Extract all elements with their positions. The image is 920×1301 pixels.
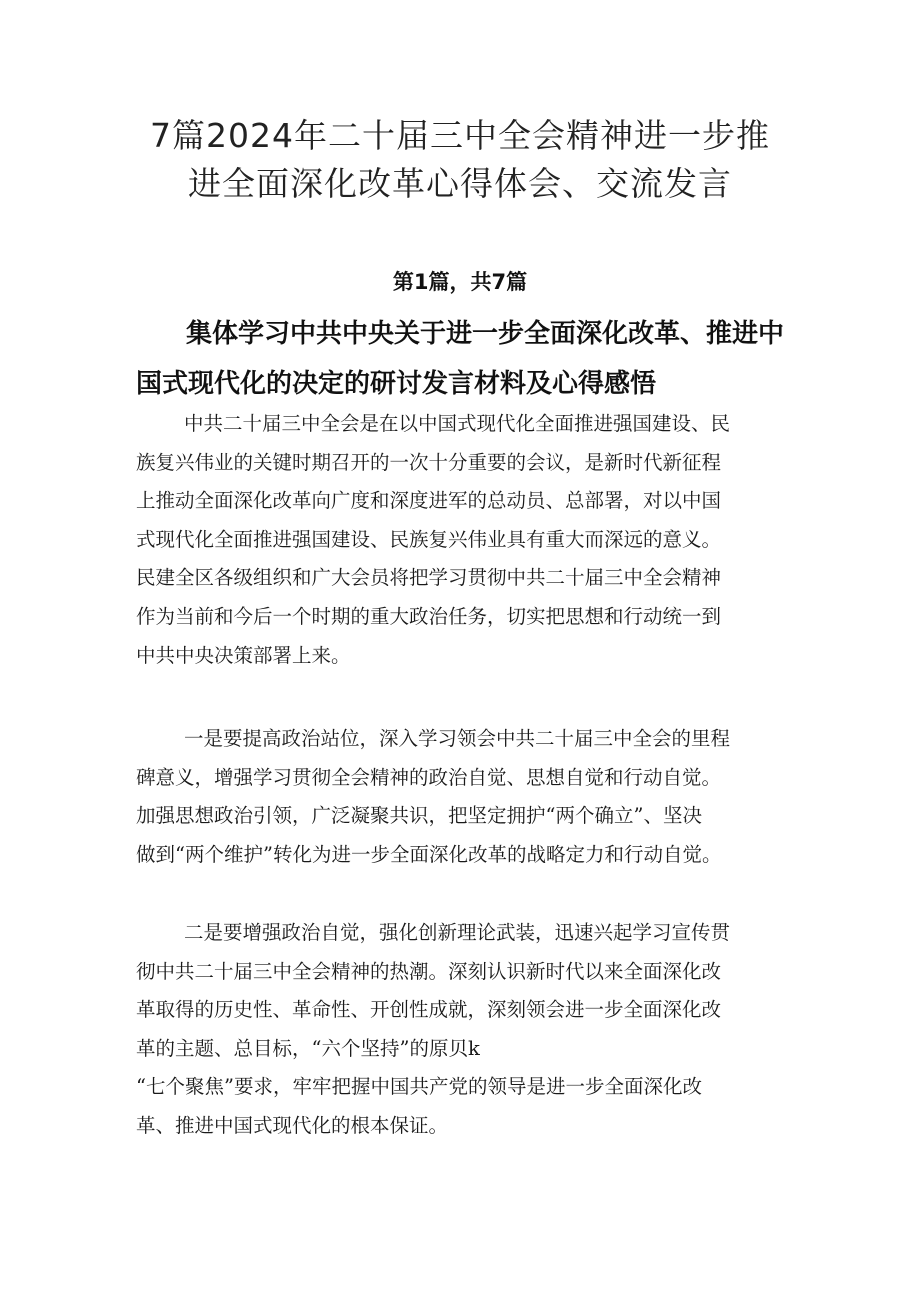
paragraph-line: 碑意义，增强学习贯彻全会精神的政治自觉、思想自觉和行动自觉。 xyxy=(136,765,722,789)
paragraph-line: 做到“两个维护”转化为进一步全面深化改革的战略定力和行动自觉。 xyxy=(136,842,722,866)
part-label: 第1篇，共7篇 xyxy=(392,270,528,294)
paragraph-line: 族复兴伟业的关键时期召开的一次十分重要的会议，是新时代新征程 xyxy=(136,450,722,474)
paragraph-line: “七个聚焦”要求，牢牢把握中国共产党的领导是进一步全面深化改 xyxy=(136,1075,702,1099)
paragraph-line: 革、推进中国式现代化的根本保证。 xyxy=(136,1113,449,1137)
paragraph-line: 式现代化全面推进强国建设、民族复兴伟业具有重大而深远的意义。 xyxy=(136,527,722,551)
article-title-line: 国式现代化的决定的研讨发言材料及心得感悟 xyxy=(136,369,657,399)
paragraph-line: 革取得的历史性、革命性、开创性成就，深刻领会进一步全面深化改 xyxy=(136,998,722,1022)
paragraph-line: 革的主题、总目标，“六个坚持”的原贝k xyxy=(136,1036,480,1060)
document-title xyxy=(100,112,820,208)
paragraph-2 xyxy=(136,720,796,874)
paragraph-line: 中共二十届三中全会是在以中国式现代化全面推进强国建设、民 xyxy=(184,412,731,435)
paragraph-line: 加强思想政治引领，广泛凝聚共识，把坚定拥护“两个确立”、坚决 xyxy=(136,804,702,828)
paragraph-line: 民建全区各级组织和广大会员将把学习贯彻中共二十届三中全会精神 xyxy=(136,566,722,590)
document-title-line: 进全面深化改革心得体会、交流发言 xyxy=(188,164,732,203)
paragraph-1 xyxy=(136,405,796,675)
paragraph-line: 二是要增强政治自觉，强化创新理论武装，迅速兴起学习宣传贯 xyxy=(184,921,731,944)
article-title-line: 集体学习中共中央关于进一步全面深化改革、推进中 xyxy=(186,319,785,349)
paragraph-line: 上推动全面深化改革向广度和深度进军的总动员、总部署，对以中国 xyxy=(136,489,722,513)
paragraph-line: 彻中共二十届三中全会精神的热潮。深刻认识新时代以来全面深化改 xyxy=(136,959,722,983)
paragraph-line: 作为当前和今后一个时期的重大政治任务，切实把思想和行动统一到 xyxy=(136,604,722,628)
paragraph-3 xyxy=(136,914,796,1146)
paragraph-line: 中共中央决策部署上来。 xyxy=(136,643,351,667)
article-title xyxy=(136,309,796,409)
paragraph-line: 一是要提高政治站位，深入学习领会中共二十届三中全会的里程 xyxy=(184,727,731,750)
document-title-line: 7篇2024年二十届三中全会精神进一步推 xyxy=(150,116,770,155)
